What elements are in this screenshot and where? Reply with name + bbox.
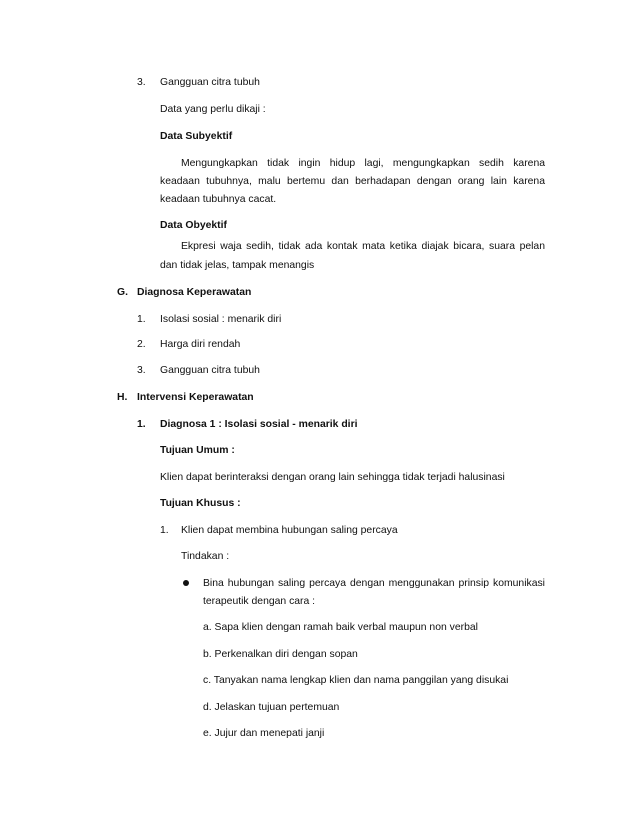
subheading-data-obyektif: Data Obyektif (160, 220, 227, 231)
paragraph-text: Klien dapat berinteraksi dengan orang lain sehingga tidak terjadi halusinasi (160, 472, 505, 483)
paragraph-line: Mengungkapkan tidak ingin hidup lagi, mengungkapkan sedih karena (181, 158, 545, 169)
bullet-dot-icon (183, 580, 189, 586)
list-number: 3. (137, 77, 146, 88)
section-heading-diagnosa: Diagnosa Keperawatan (137, 287, 252, 298)
paragraph-line: keadaan tubuhnya, malu bertemu dan berhadapan dengan orang lain karena (160, 176, 545, 187)
list-number: 1. (160, 525, 169, 536)
list-item-text: Isolasi sosial : menarik diri (160, 314, 282, 325)
step-item: b. Perkenalkan diri dengan sopan (203, 649, 358, 660)
step-item: d. Jelaskan tujuan pertemuan (203, 702, 340, 713)
list-number: 1. (137, 314, 146, 325)
list-number: 3. (137, 365, 146, 376)
paragraph-line: Ekpresi waja sedih, tidak ada kontak mata ketika diajak bicara, suara pelan (181, 241, 545, 252)
step-item: e. Jujur dan menepati janji (203, 728, 325, 739)
list-item-text: Harga diri rendah (160, 339, 241, 350)
list-item-text: Gangguan citra tubuh (160, 77, 260, 88)
step-item: a. Sapa klien dengan ramah baik verbal maupun non verbal (203, 622, 478, 633)
paragraph-line: keadaan tubuhnya cacat. (160, 194, 277, 205)
subheading-tujuan-khusus: Tujuan Khusus : (160, 498, 241, 509)
list-item-text: Gangguan citra tubuh (160, 365, 260, 376)
paragraph-text: Data yang perlu dikaji : (160, 104, 266, 115)
bullet-text-line: terapeutik dengan cara : (203, 596, 316, 607)
tindakan-label: Tindakan : (181, 551, 230, 562)
list-item-text: Klien dapat membina hubungan saling percaya (181, 525, 398, 536)
paragraph-line: dan tidak jelas, tampak menangis (160, 260, 315, 271)
section-letter: G. (117, 287, 128, 298)
bullet-text-line: Bina hubungan saling percaya dengan menggunakan prinsip komunikasi (203, 578, 545, 589)
step-item: c. Tanyakan nama lengkap klien dan nama panggilan yang disukai (203, 675, 509, 686)
list-number: 1. (137, 419, 146, 430)
subheading-tujuan-umum: Tujuan Umum : (160, 445, 235, 456)
section-letter: H. (117, 392, 128, 403)
diagnosa-heading: Diagnosa 1 : Isolasi sosial - menarik diri (160, 419, 358, 430)
subheading-data-subyektif: Data Subyektif (160, 131, 233, 142)
list-number: 2. (137, 339, 146, 350)
section-heading-intervensi: Intervensi Keperawatan (137, 392, 254, 403)
